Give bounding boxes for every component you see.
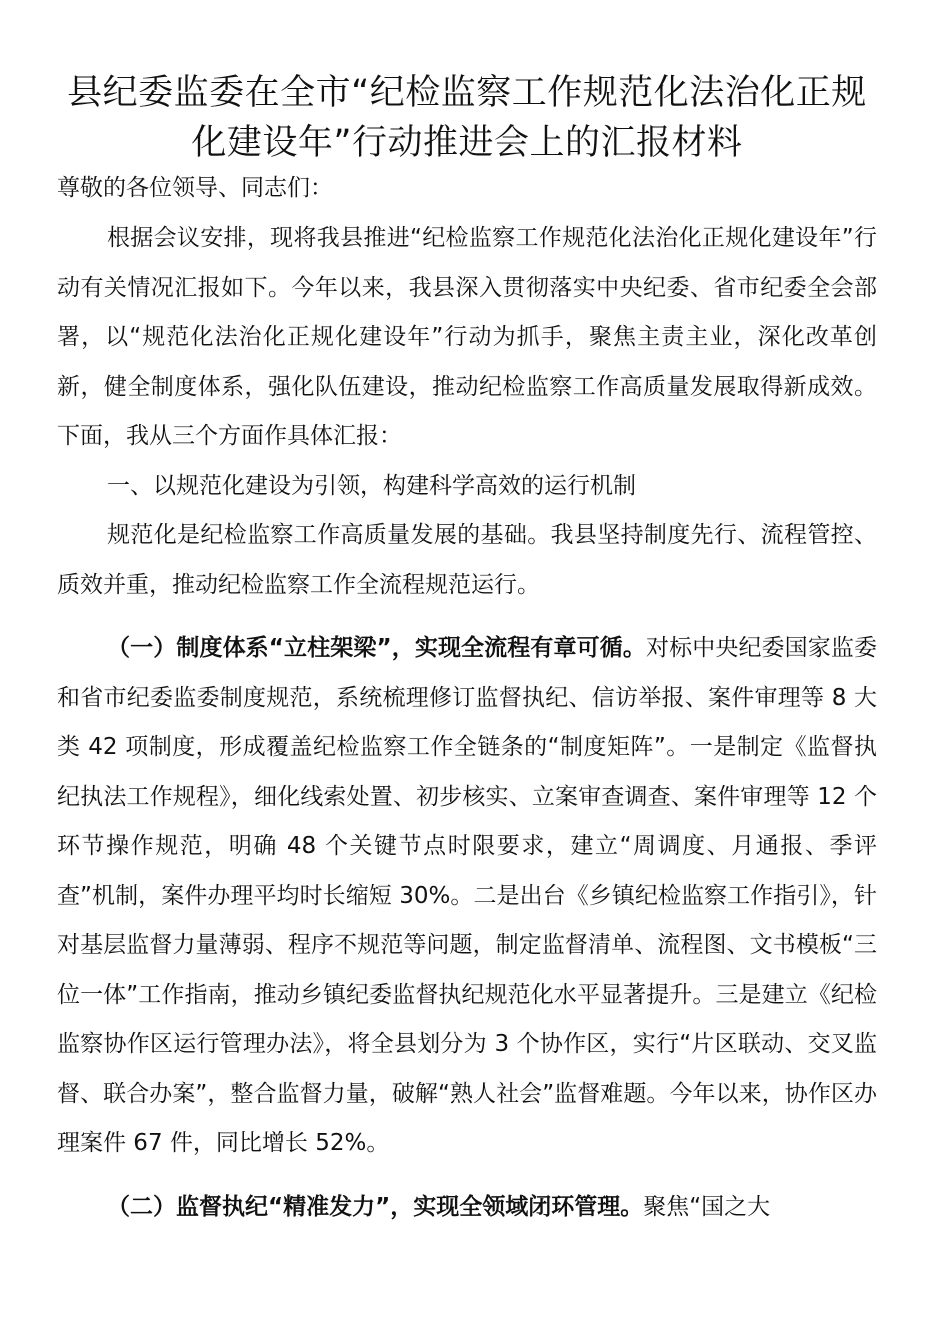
section-1-body: 规范化是纪检监察工作高质量发展的基础。我县坚持制度先行、流程管控、质效并重，推动纪检监察工作全流程规范运行。: [57, 522, 877, 598]
section-heading-1: 一、以规范化建设为引领，构建科学高效的运行机制: [107, 472, 636, 499]
item-2-lead: （二）监督执纪“精准发力”，实现全领域闭环管理。: [107, 1193, 644, 1220]
document-title: 县纪委监委在全市“纪检监察工作规范化法治化正规化建设年”行动推进会上的汇报材料: [67, 73, 867, 163]
item-2-text: 聚焦“国之大: [643, 1193, 771, 1220]
intro-paragraph: 根据会议安排，现将我县推进“纪检监察工作规范化法治化正规化建设年”行动有关情况汇报如下。今年以来，我县深入贯彻落实中央纪委、省市纪委全会部署，以“规范化法治化正规化建设年”行动为抓手，聚焦主责主业，深化改革创新，健全制度体系，强化队伍建设，推动纪检监察工作高质量发展取得新成效。下面，我从三个方面作具体汇报：: [57, 225, 877, 449]
document-page: [57, 68, 877, 1232]
item-1-lead: （一）制度体系“立柱架梁”，实现全流程有章可循。: [107, 635, 646, 661]
item-1-text: 对标中央纪委国家监委和省市纪委监委制度规范，系统梳理修订监督执纪、信访举报、案件审理等 8 大类 42 项制度，形成覆盖纪检监察工作全链条的“制度矩阵”。一是制定《监督执纪执法工作规程》，细化线索处置、初步核实、立案审查调查、案件审理等 12 个环节操作规范，明确 48 个关键节点时限要求，建立“周调度、月通报、季评查”机制，案件办理平均时长缩短 30%。二是出台《乡镇纪检监察工作指引》，针对基层监督力量薄弱、程序不规范等问题，制定监督清单、流程图、文书模板“三位一体”工作指南，推动乡镇纪委监督执纪规范化水平显著提升。三是建立《纪检监察协作区运行管理办法》，将全县划分为 3 个协作区，实行“片区联动、交叉监督、联合办案”，整合监督力量，破解“熟人社会”监督难题。今年以来，协作区办理案件 67 件，同比增长 52%。: [57, 635, 878, 1156]
item-2-paragraph: [57, 1183, 877, 1233]
salutation: 尊敬的各位领导、同志们：: [57, 175, 333, 201]
item-1-paragraph: [57, 624, 877, 1169]
